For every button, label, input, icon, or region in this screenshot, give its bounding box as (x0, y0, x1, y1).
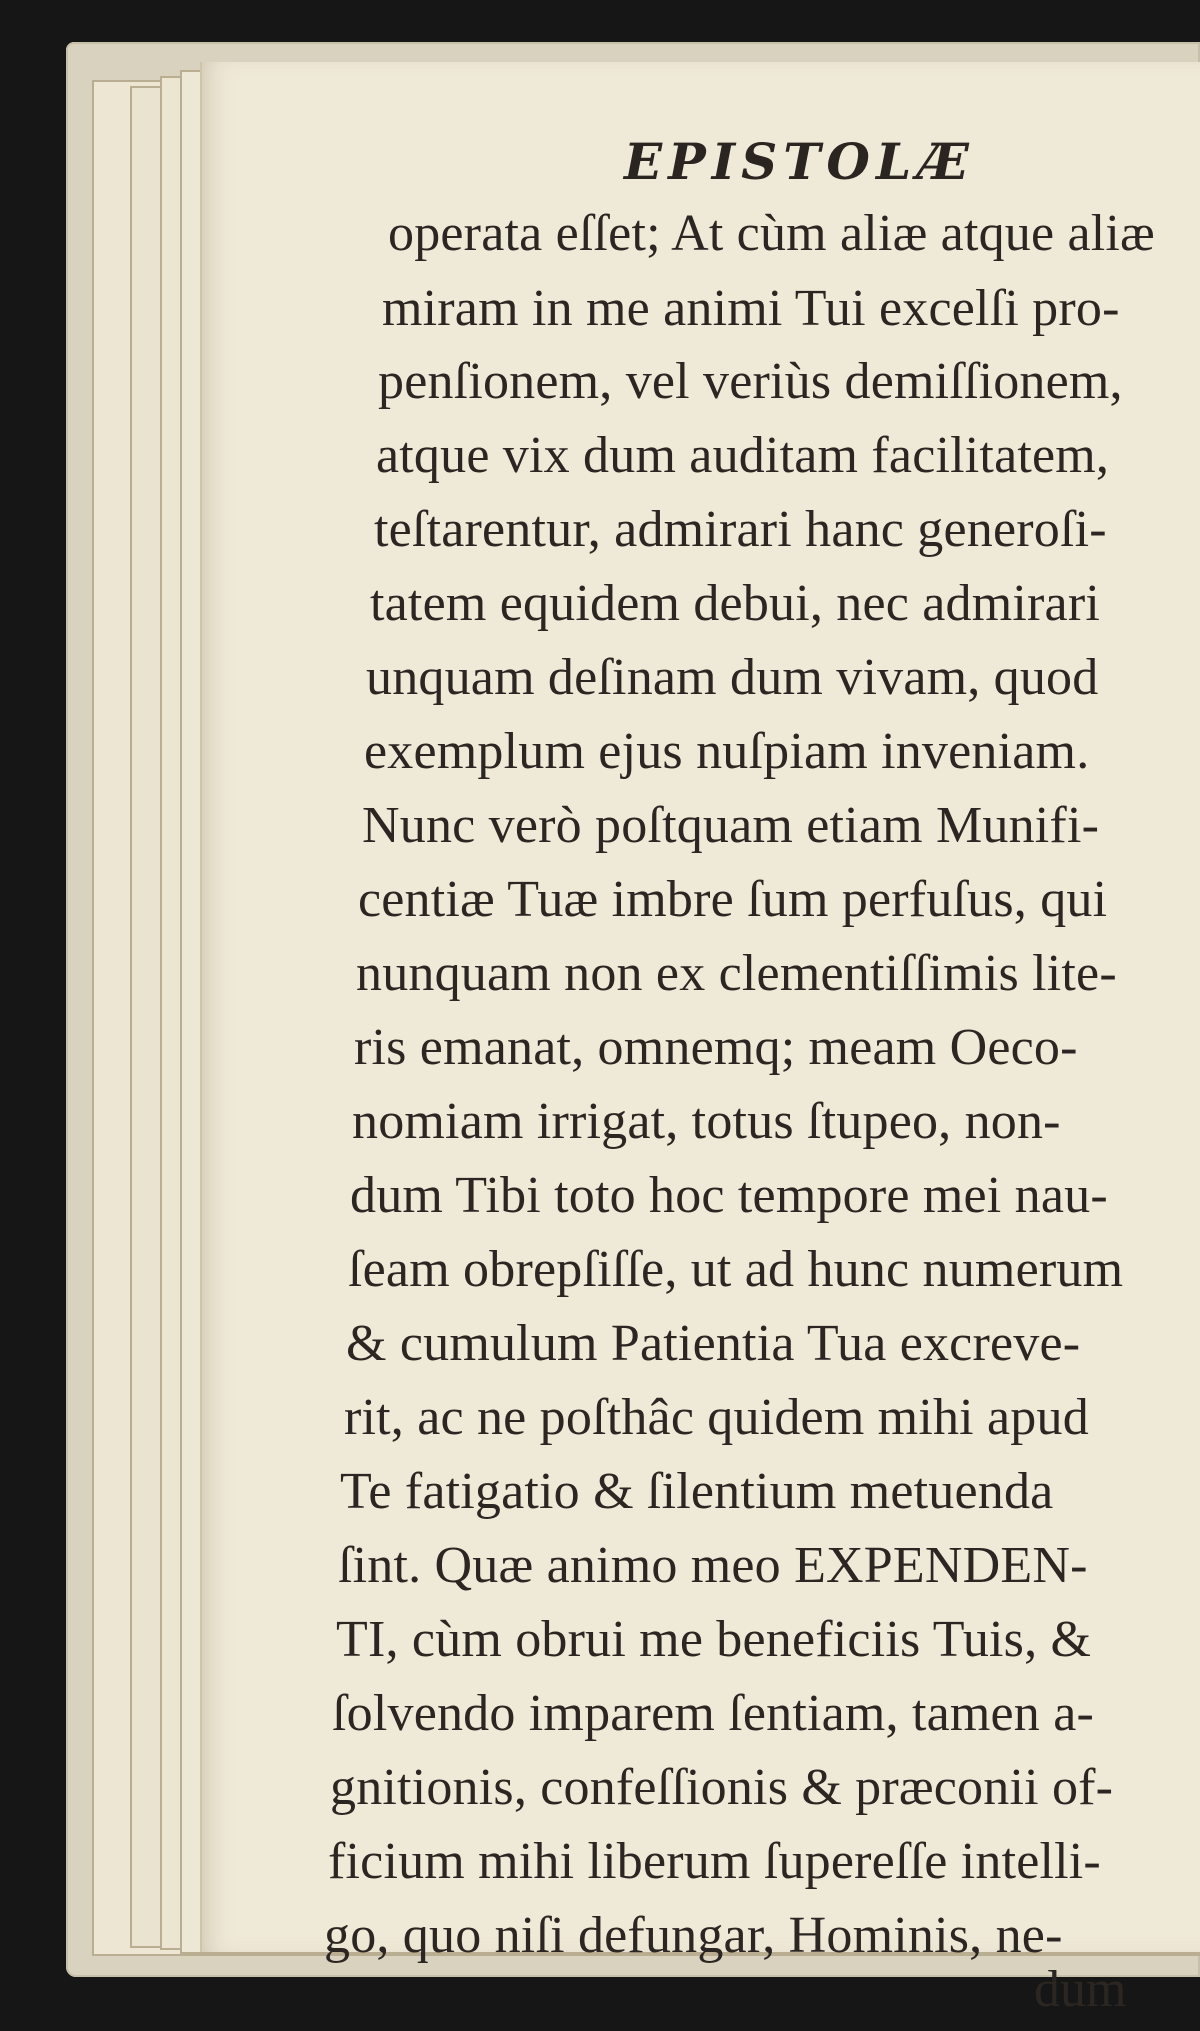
text-line: atque vix dum auditam facilitatem, (376, 427, 1110, 484)
text-line: unquam deſinam dum vivam, quod (366, 649, 1099, 706)
text-line: ſeam obrepſiſſe, ut ad hunc numerum (348, 1241, 1124, 1298)
text-line: penſionem, vel veriùs demiſſionem, (378, 353, 1123, 410)
text-line: ris emanat, omnemq; meam Oeco- (354, 1019, 1078, 1076)
text-line: centiæ Tuæ imbre ſum perfuſus, qui (358, 871, 1108, 928)
text-line: teſtarentur, admirari hanc generoſi- (374, 501, 1107, 558)
text-line: rit, ac ne poſthâc quidem mihi apud (344, 1389, 1089, 1446)
running-title: EPISTOLÆ (624, 132, 975, 191)
text-line: ficium mihi liberum ſupereſſe intelli- (328, 1833, 1101, 1890)
text-line: miram in me animi Tui excelſi pro- (382, 280, 1120, 337)
text-line: operata eſſet; At cùm aliæ atque aliæ (388, 205, 1155, 262)
text-line: go, quo niſi defungar, Hominis, ne- (324, 1907, 1063, 1964)
text-line: Nunc verò poſtquam etiam Munifi- (362, 797, 1100, 854)
text-line: dum Tibi toto hoc tempore mei nau- (350, 1167, 1108, 1224)
text-line: nunquam non ex clementiſſimis lite- (356, 945, 1117, 1002)
text-line: TI, cùm obrui me beneficiis Tuis, & (336, 1611, 1092, 1668)
catchword: dum (1034, 1961, 1127, 2018)
text-line: tatem equidem debui, nec admirari (370, 575, 1100, 632)
text-line: nomiam irrigat, totus ſtupeo, non- (352, 1093, 1061, 1150)
text-line: ſint. Quæ animo meo EXPENDEN- (338, 1537, 1088, 1594)
text-line: ſolvendo imparem ſentiam, tamen a- (332, 1685, 1094, 1742)
text-line: Te fatigatio & ſilentium metuenda (340, 1463, 1054, 1520)
text-line: exemplum ejus nuſpiam inveniam. (364, 723, 1090, 780)
text-line: & cumulum Patientia Tua excreve- (346, 1315, 1081, 1372)
text-line: gnitionis, confeſſionis & præconii of- (330, 1759, 1114, 1816)
